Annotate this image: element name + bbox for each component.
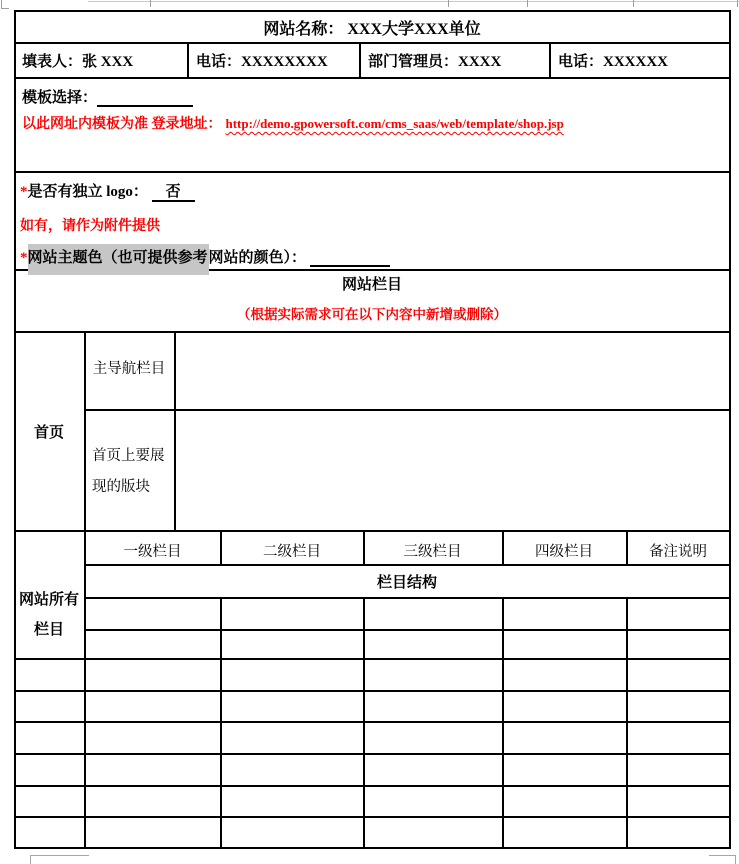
table-border-line [84,597,731,599]
ruler-tick [448,0,449,7]
table-border-line [14,847,731,849]
table-border-line [359,42,361,79]
table-border-line [220,597,222,849]
table-border-line [502,597,504,849]
theme-color-blank[interactable] [310,249,390,267]
home-blocks-content-cell[interactable] [176,412,728,529]
template-url-line [22,113,564,133]
main-nav-content-cell[interactable] [176,333,728,408]
table-border-line [14,785,731,787]
level1-header: 一级栏目 [123,544,182,560]
table-border-line [626,597,628,849]
all-columns-label: 网站所有栏目 [18,592,79,638]
dept-admin-label: 部门管理员：XXXX [368,54,502,70]
attachment-note: 如有，请作为附件提供 [20,219,160,234]
table-border-line [14,721,731,723]
home-blocks-label: 首页上要展现的版块 [92,448,165,495]
template-choice-blank[interactable] [97,89,193,107]
logo-question-line [20,180,195,201]
main-nav-label: 主导航栏目 [92,361,166,377]
table-border-line [14,331,731,333]
site-name-title: 网站名称： XXX大学XXX单位 [263,21,481,38]
table-border-line [174,331,176,532]
page-corner-mark [1,0,9,9]
table-border-line [14,171,731,173]
table-border-line [14,42,731,44]
ruler-tick [737,0,738,7]
columns-banner-title: 网站栏目 [341,277,402,293]
table-border-line [363,597,365,849]
table-border-line [84,564,731,566]
required-star: * [20,250,28,266]
columns-banner-note: （根据实际需求可在以下内容中新增或删除） [237,307,507,322]
table-border-line [14,816,731,818]
table-border-line [14,77,731,79]
logo-question-label: 是否有独立 logo： [27,184,148,200]
table-border-line [187,42,189,79]
ruler-tick [527,0,528,7]
filler-phone-label: 电话：XXXXXXXX [196,54,328,70]
required-star: * [20,184,28,200]
ruler-tick [150,0,151,7]
remarks-header: 备注说明 [649,544,707,560]
table-border-line [14,658,731,660]
level4-header: 四级栏目 [535,544,593,560]
template-choice-label: 模板选择： [22,90,98,106]
logo-answer-value[interactable]: 否 [152,184,195,202]
table-border-line [84,629,731,631]
table-border-line [14,690,731,692]
table-border-line [549,42,551,79]
home-row-label: 首页 [33,425,64,441]
template-demo-url[interactable]: http://demo.gpowersoft.com/cms_saas/web/template/shop.jsp [225,116,564,131]
template-choice-line [22,86,193,107]
table-border-line [729,10,731,849]
structure-title: 栏目结构 [376,575,437,591]
ruler-edge-line [88,1,739,2]
level3-header: 三级栏目 [403,544,462,560]
admin-phone-label: 电话：XXXXXX [558,54,668,70]
theme-color-line [20,246,390,267]
table-border-line [14,10,731,12]
theme-color-label-highlighted: 网站主题色（也可提供参考 [28,244,209,275]
form-filler-label: 填表人：张 XXX [22,54,134,70]
template-url-note: 以此网址内模板为准 登录地址： [22,117,222,132]
level2-header: 二级栏目 [263,544,321,560]
ruler-tick [633,0,634,7]
theme-color-label-rest: 网站的颜色）： [208,250,307,266]
table-border-line [84,409,731,411]
table-border-line [14,753,731,755]
text-boundary-mark-bottom-right [709,855,736,864]
text-boundary-mark-bottom-left [30,855,89,864]
table-border-line [14,530,731,532]
